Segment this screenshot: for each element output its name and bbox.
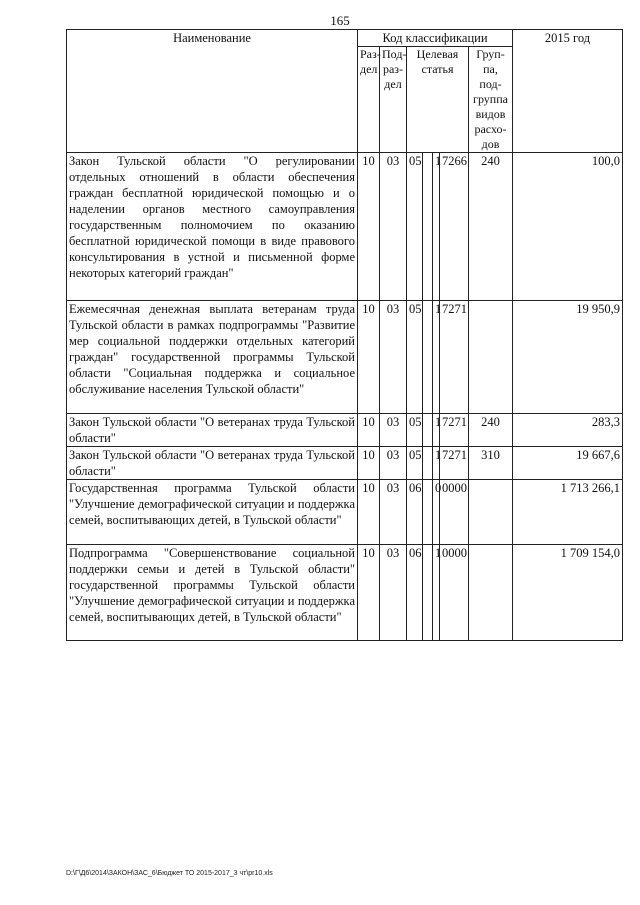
row-amount: 19 667,6 [513,447,623,480]
row-target-program: 06 [407,480,423,545]
row-name: Государственная программа Тульской области "Улучшение демографической ситуации и поддержка семей, воспитывающих детей, в Тульской области" [67,480,358,545]
row-target-subprogram: 0 [433,480,440,545]
row-subsection: 03 [380,545,407,641]
row-section: 10 [358,153,380,301]
row-section: 10 [358,545,380,641]
row-name: Закон Тульской области "О регулировании отдельных отношений в области обеспечения граждан бесплатной юридической помощью и о наделении органов местного самоуправления государственным полномочием по оказанию бесплатной юридической помощи в виде правового консультирования в устной и письменной форме некоторых категорий граждан" [67,153,358,301]
row-target-spacer [423,153,433,301]
row-target-spacer [423,301,433,414]
row-target-program: 05 [407,447,423,480]
page-number: 165 [330,13,350,28]
header-subsection: Под-раз-дел [380,47,407,153]
row-subsection: 03 [380,447,407,480]
row-target-direction: 0000 [440,480,469,545]
row-section: 10 [358,480,380,545]
row-expense-group [469,545,513,641]
row-amount: 100,0 [513,153,623,301]
row-subsection: 03 [380,480,407,545]
row-target-subprogram: 1 [433,153,440,301]
row-target-program: 06 [407,545,423,641]
row-target-direction: 7271 [440,414,469,447]
table-row [67,545,623,641]
header-year: 2015 год [513,30,623,153]
row-subsection: 03 [380,414,407,447]
row-amount: 1 709 154,0 [513,545,623,641]
table-row [67,480,623,545]
row-target-subprogram: 1 [433,447,440,480]
row-target-direction: 7271 [440,301,469,414]
row-subsection: 03 [380,153,407,301]
row-target-subprogram: 1 [433,545,440,641]
row-amount: 19 950,9 [513,301,623,414]
file-path-footer: D:\Г\Д6\2014\ЗАКОН\ЗАС_6\Бюджет ТО 2015-2017_3 чт\pr10.xls [66,870,273,877]
row-section: 10 [358,414,380,447]
row-section: 10 [358,301,380,414]
row-expense-group [469,480,513,545]
row-name: Закон Тульской области "О ветеранах труда Тульской области" [67,414,358,447]
row-expense-group [469,301,513,414]
header-code-group: Код классификации [358,30,513,47]
table-row [67,447,623,480]
header-target-item: Целевая статья [407,47,469,153]
row-target-subprogram: 1 [433,414,440,447]
row-expense-group: 240 [469,414,513,447]
row-target-direction: 7266 [440,153,469,301]
header-section: Раз-дел [358,47,380,153]
table-row [67,301,623,414]
row-name: Подпрограмма "Совершенствование социальной поддержки семьи и детей в Тульской области" государственной программы Тульской области "Улучшение демографической ситуации и поддержка семей, воспитывающих детей, в Тульской области" [67,545,358,641]
table-row [67,153,623,301]
header-expense-group: Груп-па, под-группа видов расхо-дов [469,47,513,153]
table-row [67,414,623,447]
row-subsection: 03 [380,301,407,414]
row-target-spacer [423,414,433,447]
row-section: 10 [358,447,380,480]
row-amount: 283,3 [513,414,623,447]
row-target-program: 05 [407,414,423,447]
row-target-direction: 0000 [440,545,469,641]
row-name: Закон Тульской области "О ветеранах труда Тульской области" [67,447,358,480]
row-expense-group: 310 [469,447,513,480]
budget-table [66,29,623,641]
row-amount: 1 713 266,1 [513,480,623,545]
row-expense-group: 240 [469,153,513,301]
row-name: Ежемесячная денежная выплата ветеранам труда Тульской области в рамках подпрограммы "Развитие мер социальной поддержки отдельных категорий граждан" государственной программы Тульской области "Социальная поддержка и социальное обслуживание населения Тульской области" [67,301,358,414]
row-target-program: 05 [407,301,423,414]
row-target-spacer [423,447,433,480]
row-target-spacer [423,480,433,545]
row-target-subprogram: 1 [433,301,440,414]
row-target-spacer [423,545,433,641]
header-name: Наименование [67,30,358,153]
row-target-program: 05 [407,153,423,301]
row-target-direction: 7271 [440,447,469,480]
